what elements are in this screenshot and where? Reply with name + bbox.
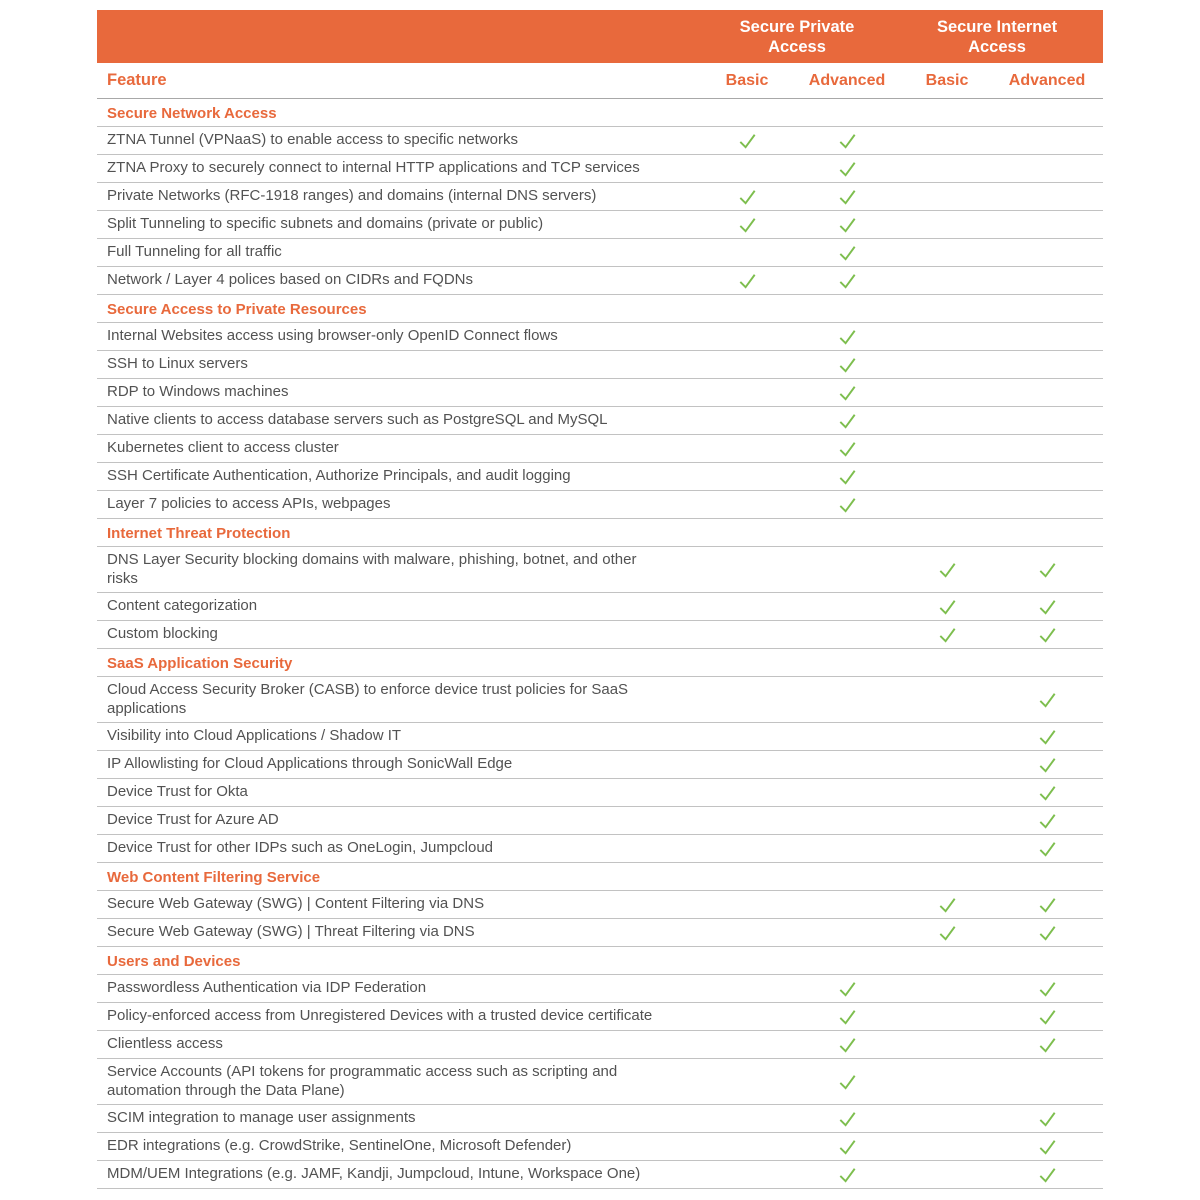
empty-cell: [697, 239, 797, 266]
empty-cell: [697, 351, 797, 378]
table-banner: [97, 10, 1103, 63]
table-row: [97, 491, 1103, 519]
check-icon: [1036, 1033, 1059, 1056]
empty-cell: [897, 677, 997, 722]
section-header-users-and-devices: Users and Devices: [97, 947, 1103, 975]
check-cell: [797, 127, 897, 154]
group-header-secure-internet-access: [897, 10, 1097, 63]
check-icon: [836, 185, 859, 208]
check-cell: [997, 593, 1097, 620]
table-row: [97, 1105, 1103, 1133]
check-cell: [797, 267, 897, 294]
table-row: [97, 919, 1103, 947]
feature-column-header: Feature: [107, 71, 167, 89]
empty-cell: [797, 835, 897, 862]
check-cell: [797, 1031, 897, 1058]
empty-cell: [897, 835, 997, 862]
check-cell: [997, 1161, 1097, 1188]
feature-name: Clientless access: [107, 1035, 223, 1053]
check-icon: [836, 241, 859, 264]
check-cell: [797, 435, 897, 462]
check-icon: [1036, 623, 1059, 646]
empty-cell: [897, 1161, 997, 1188]
empty-cell: [697, 323, 797, 350]
empty-cell: [997, 323, 1097, 350]
check-cell: [997, 621, 1097, 648]
check-cell: [797, 155, 897, 182]
check-cell: [797, 351, 897, 378]
check-cell: [997, 975, 1097, 1002]
check-cell: [697, 127, 797, 154]
group-header-label: Secure Internet Access: [936, 17, 1058, 56]
feature-name: Passwordless Authentication via IDP Federation: [107, 979, 427, 997]
check-icon: [836, 465, 859, 488]
check-cell: [997, 807, 1097, 834]
empty-cell: [997, 491, 1097, 518]
check-cell: [997, 835, 1097, 862]
column-header-sia-advanced: Advanced: [1008, 71, 1086, 89]
table-row: [97, 891, 1103, 919]
check-icon: [1036, 977, 1059, 1000]
check-cell: [797, 239, 897, 266]
empty-cell: [797, 547, 897, 592]
empty-cell: [697, 407, 797, 434]
table-row: [97, 407, 1103, 435]
empty-cell: [797, 677, 897, 722]
empty-cell: [697, 1105, 797, 1132]
empty-cell: [997, 211, 1097, 238]
empty-cell: [697, 1031, 797, 1058]
empty-cell: [697, 807, 797, 834]
empty-cell: [797, 891, 897, 918]
check-icon: [836, 1107, 859, 1130]
check-cell: [997, 779, 1097, 806]
empty-cell: [797, 919, 897, 946]
empty-cell: [897, 127, 997, 154]
check-cell: [997, 723, 1097, 750]
empty-cell: [897, 779, 997, 806]
feature-name: RDP to Windows machines: [107, 383, 289, 401]
table-row: [97, 1059, 1103, 1105]
check-icon: [1036, 1135, 1059, 1158]
empty-cell: [897, 1003, 997, 1030]
empty-cell: [897, 155, 997, 182]
check-cell: [997, 919, 1097, 946]
empty-cell: [897, 239, 997, 266]
feature-name: Service Accounts (API tokens for programmatic access such as scripting and automation through the Data Plane): [107, 1063, 618, 1099]
table-row: [97, 835, 1103, 863]
check-cell: [997, 891, 1097, 918]
check-icon: [836, 409, 859, 432]
check-icon: [1036, 1005, 1059, 1028]
check-cell: [797, 1133, 897, 1160]
empty-cell: [697, 723, 797, 750]
column-header-spa-advanced: Advanced: [808, 71, 886, 89]
check-icon: [1036, 1107, 1059, 1130]
check-cell: [797, 1059, 897, 1104]
feature-name: EDR integrations (e.g. CrowdStrike, SentinelOne, Microsoft Defender): [107, 1137, 572, 1155]
empty-cell: [997, 127, 1097, 154]
check-icon: [936, 921, 959, 944]
check-cell: [997, 1003, 1097, 1030]
empty-cell: [997, 155, 1097, 182]
table-row: [97, 379, 1103, 407]
table-row: [97, 267, 1103, 295]
feature-name: Split Tunneling to specific subnets and domains (private or public): [107, 215, 544, 233]
table-row: [97, 239, 1103, 267]
table-row: [97, 779, 1103, 807]
check-cell: [897, 593, 997, 620]
check-icon: [836, 1070, 859, 1093]
table-row: [97, 677, 1103, 723]
check-cell: [797, 211, 897, 238]
check-icon: [836, 1033, 859, 1056]
table-row: [97, 1003, 1103, 1031]
check-cell: [797, 323, 897, 350]
table-row: [97, 155, 1103, 183]
empty-cell: [697, 621, 797, 648]
feature-name: Full Tunneling for all traffic: [107, 243, 282, 261]
empty-cell: [897, 975, 997, 1002]
table-row: [97, 1031, 1103, 1059]
empty-cell: [697, 975, 797, 1002]
empty-cell: [997, 407, 1097, 434]
check-icon: [736, 269, 759, 292]
check-icon: [1036, 688, 1059, 711]
check-icon: [736, 213, 759, 236]
feature-name: Private Networks (RFC-1918 ranges) and domains (internal DNS servers): [107, 187, 597, 205]
check-icon: [836, 129, 859, 152]
check-icon: [936, 595, 959, 618]
empty-cell: [697, 593, 797, 620]
check-cell: [997, 677, 1097, 722]
check-icon: [1036, 725, 1059, 748]
empty-cell: [897, 1133, 997, 1160]
empty-cell: [997, 239, 1097, 266]
empty-cell: [697, 547, 797, 592]
empty-cell: [897, 1105, 997, 1132]
feature-name: DNS Layer Security blocking domains with malware, phishing, botnet, and other risks: [107, 551, 637, 587]
empty-cell: [697, 1059, 797, 1104]
check-icon: [936, 623, 959, 646]
empty-cell: [997, 267, 1097, 294]
feature-name: Visibility into Cloud Applications / Shadow IT: [107, 727, 402, 745]
empty-cell: [997, 351, 1097, 378]
empty-cell: [797, 621, 897, 648]
feature-name: Network / Layer 4 polices based on CIDRs and FQDNs: [107, 271, 473, 289]
check-icon: [836, 977, 859, 1000]
check-icon: [1036, 809, 1059, 832]
empty-cell: [697, 1133, 797, 1160]
check-icon: [736, 129, 759, 152]
table-row: [97, 323, 1103, 351]
table-row: [97, 593, 1103, 621]
check-cell: [897, 891, 997, 918]
empty-cell: [697, 379, 797, 406]
feature-name: Cloud Access Security Broker (CASB) to enforce device trust policies for SaaS applications: [107, 681, 629, 717]
feature-comparison-table: [97, 10, 1103, 1189]
empty-cell: [997, 1059, 1097, 1104]
empty-cell: [897, 379, 997, 406]
column-header-spa-basic: Basic: [725, 71, 769, 89]
column-header-row: [97, 63, 1103, 99]
feature-name: SSH to Linux servers: [107, 355, 248, 373]
section-header-saas-application-security: SaaS Application Security: [97, 649, 1103, 677]
empty-cell: [897, 1059, 997, 1104]
table-row: [97, 211, 1103, 239]
empty-cell: [797, 593, 897, 620]
check-icon: [1036, 893, 1059, 916]
empty-cell: [697, 155, 797, 182]
check-cell: [797, 491, 897, 518]
check-cell: [797, 463, 897, 490]
check-cell: [697, 267, 797, 294]
check-cell: [797, 975, 897, 1002]
feature-name: IP Allowlisting for Cloud Applications through SonicWall Edge: [107, 755, 513, 773]
check-icon: [836, 381, 859, 404]
check-icon: [1036, 781, 1059, 804]
check-icon: [736, 185, 759, 208]
empty-cell: [697, 463, 797, 490]
feature-name: Secure Web Gateway (SWG) | Content Filtering via DNS: [107, 895, 485, 913]
feature-name: ZTNA Proxy to securely connect to internal HTTP applications and TCP services: [107, 159, 640, 177]
empty-cell: [897, 407, 997, 434]
empty-cell: [897, 435, 997, 462]
empty-cell: [797, 807, 897, 834]
empty-cell: [897, 267, 997, 294]
check-icon: [836, 157, 859, 180]
empty-cell: [897, 723, 997, 750]
feature-name: ZTNA Tunnel (VPNaaS) to enable access to specific networks: [107, 131, 519, 149]
check-icon: [1036, 595, 1059, 618]
feature-name: Kubernetes client to access cluster: [107, 439, 339, 457]
check-icon: [836, 437, 859, 460]
table-row: [97, 1133, 1103, 1161]
banner-spacer: [97, 10, 697, 63]
table-row: [97, 723, 1103, 751]
check-icon: [836, 1163, 859, 1186]
empty-cell: [697, 1003, 797, 1030]
check-cell: [797, 379, 897, 406]
empty-cell: [697, 491, 797, 518]
check-icon: [836, 1135, 859, 1158]
check-icon: [1036, 753, 1059, 776]
column-header-sia-basic: Basic: [925, 71, 969, 89]
section-header-web-content-filtering-service: Web Content Filtering Service: [97, 863, 1103, 891]
empty-cell: [897, 183, 997, 210]
feature-name: Content categorization: [107, 597, 258, 615]
check-cell: [897, 547, 997, 592]
section-header-secure-network-access: Secure Network Access: [97, 99, 1103, 127]
empty-cell: [797, 751, 897, 778]
check-icon: [1036, 1163, 1059, 1186]
check-icon: [936, 893, 959, 916]
check-cell: [997, 1031, 1097, 1058]
table-row: [97, 463, 1103, 491]
empty-cell: [697, 835, 797, 862]
feature-name: Internal Websites access using browser-only OpenID Connect flows: [107, 327, 558, 345]
check-icon: [1036, 558, 1059, 581]
feature-name: Policy-enforced access from Unregistered Devices with a trusted device certificate: [107, 1007, 653, 1025]
feature-name: Secure Web Gateway (SWG) | Threat Filtering via DNS: [107, 923, 475, 941]
check-cell: [897, 919, 997, 946]
table-row: [97, 435, 1103, 463]
table-row: [97, 1161, 1103, 1189]
check-cell: [797, 1161, 897, 1188]
table-row: [97, 751, 1103, 779]
table-row: [97, 351, 1103, 379]
empty-cell: [897, 211, 997, 238]
empty-cell: [697, 1161, 797, 1188]
table-row: [97, 127, 1103, 155]
check-icon: [836, 1005, 859, 1028]
empty-cell: [797, 723, 897, 750]
table-row: [97, 807, 1103, 835]
check-cell: [997, 547, 1097, 592]
check-icon: [936, 558, 959, 581]
feature-name: Native clients to access database servers such as PostgreSQL and MySQL: [107, 411, 608, 429]
check-cell: [897, 621, 997, 648]
feature-name: Device Trust for other IDPs such as OneLogin, Jumpcloud: [107, 839, 494, 857]
check-icon: [1036, 921, 1059, 944]
section-header-internet-threat-protection: Internet Threat Protection: [97, 519, 1103, 547]
table-row: [97, 975, 1103, 1003]
check-icon: [836, 493, 859, 516]
table-row: [97, 183, 1103, 211]
empty-cell: [697, 891, 797, 918]
check-cell: [697, 183, 797, 210]
check-icon: [836, 325, 859, 348]
check-cell: [797, 183, 897, 210]
check-cell: [997, 751, 1097, 778]
check-cell: [997, 1105, 1097, 1132]
check-icon: [836, 269, 859, 292]
check-icon: [836, 353, 859, 376]
empty-cell: [697, 751, 797, 778]
table-row: [97, 621, 1103, 649]
feature-table-body: [97, 99, 1103, 1189]
empty-cell: [897, 463, 997, 490]
section-header-secure-access-to-private-resources: Secure Access to Private Resources: [97, 295, 1103, 323]
empty-cell: [897, 351, 997, 378]
empty-cell: [697, 435, 797, 462]
group-header-secure-private-access: [697, 10, 897, 63]
empty-cell: [697, 919, 797, 946]
feature-name: Device Trust for Azure AD: [107, 811, 279, 829]
group-header-label: Secure Private Access: [739, 17, 855, 56]
feature-name: Custom blocking: [107, 625, 218, 643]
empty-cell: [897, 807, 997, 834]
table-row: [97, 547, 1103, 593]
feature-name: SCIM integration to manage user assignments: [107, 1109, 416, 1127]
check-icon: [1036, 837, 1059, 860]
empty-cell: [997, 379, 1097, 406]
empty-cell: [697, 779, 797, 806]
check-cell: [997, 1133, 1097, 1160]
feature-name: Layer 7 policies to access APIs, webpages: [107, 495, 391, 513]
empty-cell: [997, 435, 1097, 462]
empty-cell: [897, 323, 997, 350]
empty-cell: [997, 463, 1097, 490]
empty-cell: [997, 183, 1097, 210]
check-cell: [797, 407, 897, 434]
check-cell: [797, 1003, 897, 1030]
empty-cell: [897, 491, 997, 518]
feature-name: SSH Certificate Authentication, Authorize Principals, and audit logging: [107, 467, 571, 485]
check-cell: [797, 1105, 897, 1132]
feature-name: MDM/UEM Integrations (e.g. JAMF, Kandji, Jumpcloud, Intune, Workspace One): [107, 1165, 641, 1183]
check-cell: [697, 211, 797, 238]
empty-cell: [797, 779, 897, 806]
check-icon: [836, 213, 859, 236]
feature-name: Device Trust for Okta: [107, 783, 248, 801]
empty-cell: [697, 677, 797, 722]
empty-cell: [897, 1031, 997, 1058]
empty-cell: [897, 751, 997, 778]
